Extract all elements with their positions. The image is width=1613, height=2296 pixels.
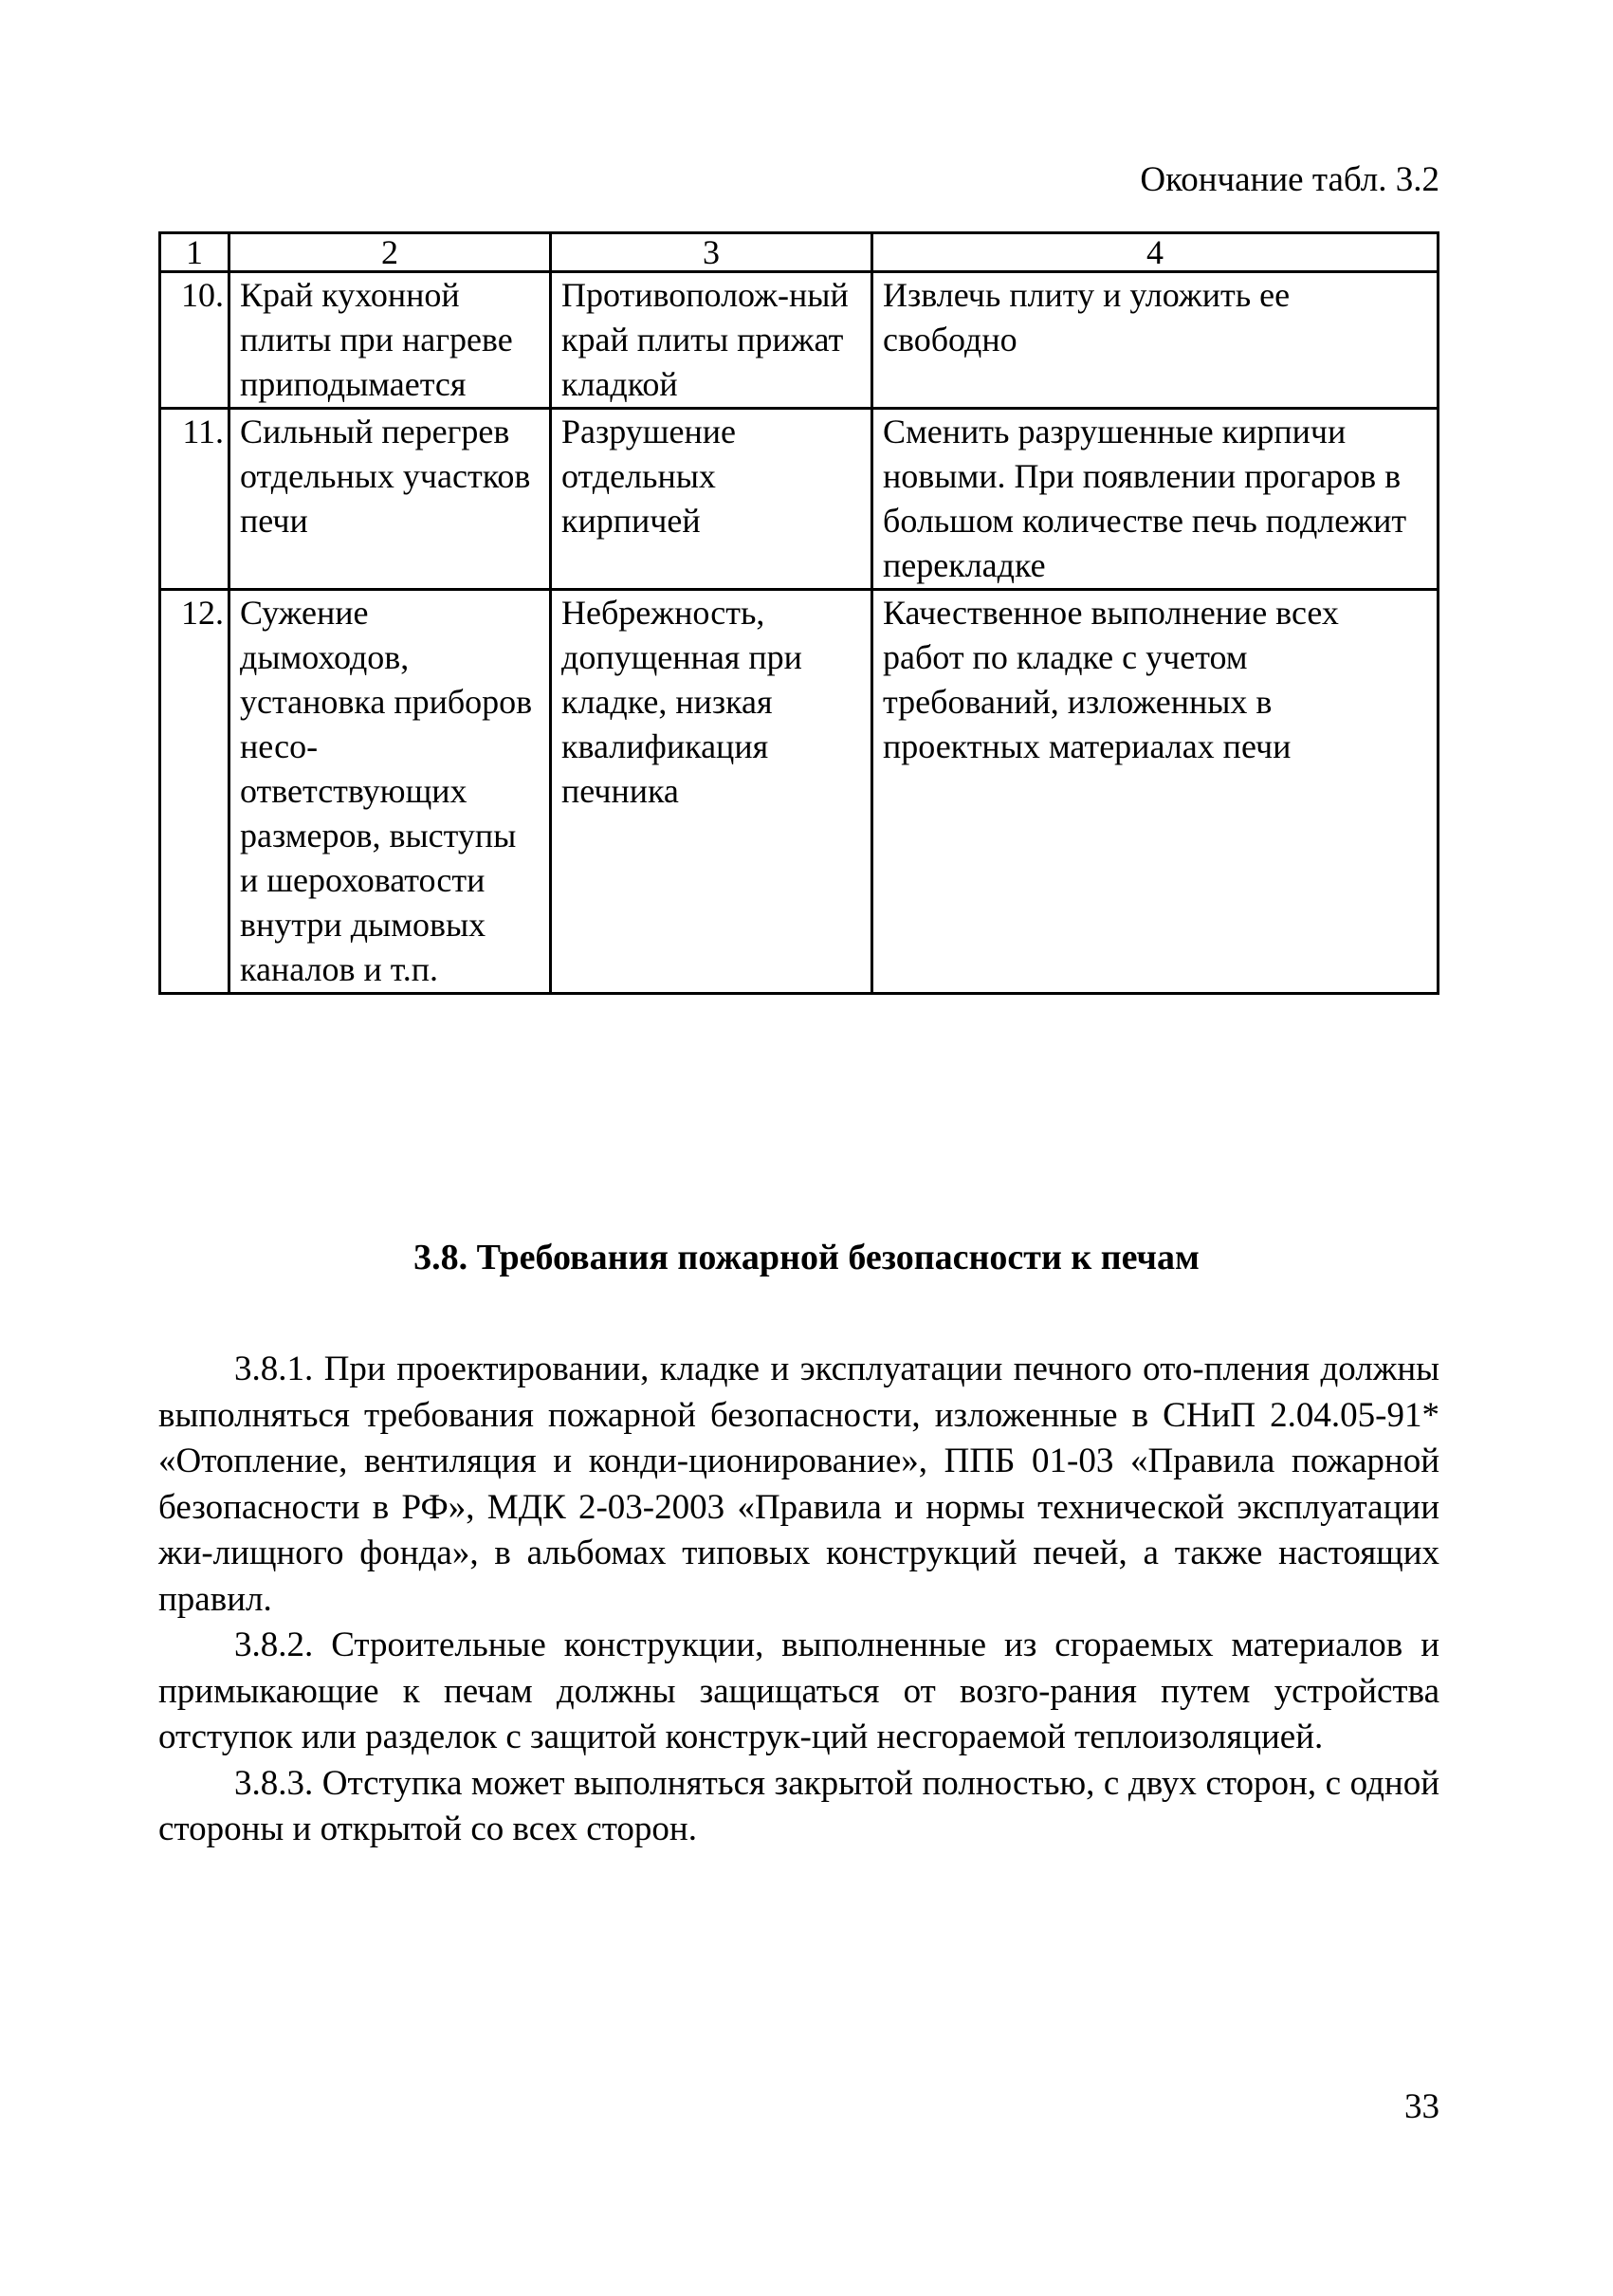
paragraph: 3.8.2. Строительные конструкции, выполненные из сгораемых материалов и примыкающие к печам должны защищаться от возго-рания путем устройства отступок или разделок с защитой конструк-ций несгораемой теплоизоляцией. <box>158 1626 1439 1756</box>
header-cell: 2 <box>229 233 551 272</box>
reason-cell: Разрушение отдельных кирпичей <box>551 409 872 590</box>
cause-cell: Сужение дымоходов, установка приборов несо-ответствующих размеров, выступы и шероховатости внутри дымовых каналов и т.п. <box>229 590 551 994</box>
table-row <box>160 409 1439 590</box>
remedy-cell: Извлечь плиту и уложить ее свободно <box>872 272 1439 409</box>
page-number: 33 <box>1404 2087 1439 2126</box>
table-row <box>160 272 1439 409</box>
header-cell: 1 <box>160 233 229 272</box>
reason-cell: Противополож-ный край плиты прижат кладкой <box>551 272 872 409</box>
cause-cell: Край кухонной плиты при нагреве приподымается <box>229 272 551 409</box>
section-body <box>158 1347 1439 1853</box>
remedy-cell: Сменить разрушенные кирпичи новыми. При появлении прогаров в большом количестве печь подлежит перекладке <box>872 409 1439 590</box>
table-caption: Окончание табл. 3.2 <box>1140 160 1439 199</box>
reason-cell: Небрежность, допущенная при кладке, низкая квалификация печника <box>551 590 872 994</box>
header-cell: 3 <box>551 233 872 272</box>
row-number: 12. <box>160 590 229 994</box>
row-number: 11. <box>160 409 229 590</box>
cause-cell: Сильный перегрев отдельных участков печи <box>229 409 551 590</box>
paragraph: 3.8.3. Отступка может выполняться закрытой полностью, с двух сторон, с одной стороны и открытой со всех сторон. <box>158 1763 1439 1848</box>
paragraph: 3.8.1. При проектировании, кладке и эксплуатации печного ото-пления должны выполняться требования пожарной безопасности, изложенные в СНиП 2.04.05-91* «Отопление, вентиляция и конди-ционирование», ППБ 01-03 «Правила пожарной безопасности в РФ», МДК 2-03-2003 «Правила и нормы технической эксплуатации жи-лищного фонда», в альбомах типовых конструкций печей, а также настоящих правил. <box>158 1350 1439 1619</box>
table-header-row <box>160 233 1439 272</box>
header-cell: 4 <box>872 233 1439 272</box>
defects-table <box>158 231 1439 995</box>
row-number: 10. <box>160 272 229 409</box>
remedy-cell: Качественное выполнение всех работ по кладке с учетом требований, изложенных в проектных материалах печи <box>872 590 1439 994</box>
table-row <box>160 590 1439 994</box>
section-title: 3.8. Требования пожарной безопасности к печам <box>413 1238 1200 1277</box>
